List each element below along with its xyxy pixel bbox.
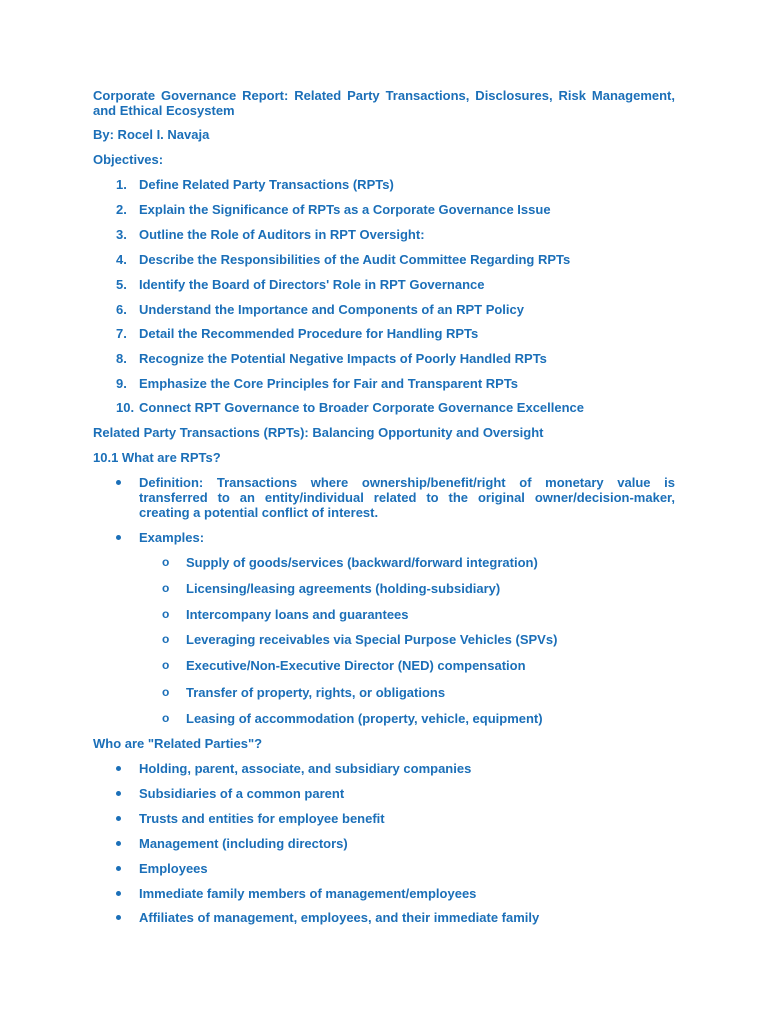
bullet-icon — [116, 480, 121, 485]
sub-bullet-marker: o — [162, 607, 170, 621]
section-heading: Related Party Transactions (RPTs): Balancing Opportunity and Oversight — [93, 425, 544, 440]
objective-number: 6. — [116, 302, 127, 317]
objective-text: Describe the Responsibilities of the Audit Committee Regarding RPTs — [139, 252, 571, 267]
related-party-text: Employees — [139, 861, 208, 876]
sub-bullet-marker: o — [162, 711, 170, 725]
bullet-icon — [116, 766, 121, 771]
example-text: Intercompany loans and guarantees — [186, 607, 409, 622]
related-party-text: Management (including directors) — [139, 836, 348, 851]
objective-text: Identify the Board of Directors' Role in RPT Governance — [139, 277, 485, 292]
example-text: Supply of goods/services (backward/forward integration) — [186, 555, 538, 570]
related-party-text: Holding, parent, associate, and subsidiary companies — [139, 761, 472, 776]
objective-number: 4. — [116, 252, 127, 267]
bullet-icon — [116, 816, 121, 821]
example-text: Licensing/leasing agreements (holding-subsidiary) — [186, 581, 501, 596]
objectives-heading: Objectives: — [93, 152, 164, 167]
objective-text: Explain the Significance of RPTs as a Corporate Governance Issue — [139, 202, 551, 217]
objective-number: 7. — [116, 326, 127, 341]
example-text: Executive/Non-Executive Director (NED) compensation — [186, 658, 526, 673]
author-line: By: Rocel I. Navaja — [93, 127, 210, 142]
sub-bullet-marker: o — [162, 555, 170, 569]
objective-number: 9. — [116, 376, 127, 391]
sub-bullet-marker: o — [162, 632, 170, 646]
objective-number: 3. — [116, 227, 127, 242]
examples-label: Examples: — [139, 530, 205, 545]
bullet-icon — [116, 915, 121, 920]
bullet-icon — [116, 791, 121, 796]
bullet-icon — [116, 891, 121, 896]
bullet-icon — [116, 535, 121, 540]
related-party-text: Immediate family members of management/employees — [139, 886, 477, 901]
related-party-text: Subsidiaries of a common parent — [139, 786, 345, 801]
objective-text: Outline the Role of Auditors in RPT Oversight: — [139, 227, 425, 242]
objective-number: 8. — [116, 351, 127, 366]
objective-number: 10. — [116, 400, 135, 415]
sub-bullet-marker: o — [162, 658, 170, 672]
sub-bullet-marker: o — [162, 581, 170, 595]
objective-text: Connect RPT Governance to Broader Corporate Governance Excellence — [139, 400, 585, 415]
example-text: Leveraging receivables via Special Purpose Vehicles (SPVs) — [186, 632, 558, 647]
sub-bullet-marker: o — [162, 685, 170, 699]
objective-number: 5. — [116, 277, 127, 292]
objective-text: Recognize the Potential Negative Impacts of Poorly Handled RPTs — [139, 351, 547, 366]
subsection-heading: 10.1 What are RPTs? — [93, 450, 221, 465]
objective-number: 1. — [116, 177, 127, 192]
objective-text: Emphasize the Core Principles for Fair and Transparent RPTs — [139, 376, 519, 391]
related-parties-heading: Who are "Related Parties"? — [93, 736, 263, 751]
objective-text: Detail the Recommended Procedure for Handling RPTs — [139, 326, 479, 341]
related-party-text: Trusts and entities for employee benefit — [139, 811, 385, 826]
document-title: Corporate Governance Report: Related Party Transactions, Disclosures, Risk Management, and Ethical Ecosystem — [93, 88, 675, 118]
objective-text: Define Related Party Transactions (RPTs) — [139, 177, 394, 192]
bullet-icon — [116, 866, 121, 871]
definition-text: Definition: Transactions where ownership/benefit/right of monetary value is transferred to an entity/individual related to the original owner/decision-maker, creating a potential conflict of interest. — [139, 475, 675, 520]
objective-number: 2. — [116, 202, 127, 217]
example-text: Leasing of accommodation (property, vehicle, equipment) — [186, 711, 543, 726]
bullet-icon — [116, 841, 121, 846]
example-text: Transfer of property, rights, or obligations — [186, 685, 446, 700]
objective-text: Understand the Importance and Components of an RPT Policy — [139, 302, 524, 317]
related-party-text: Affiliates of management, employees, and their immediate family — [139, 910, 540, 925]
